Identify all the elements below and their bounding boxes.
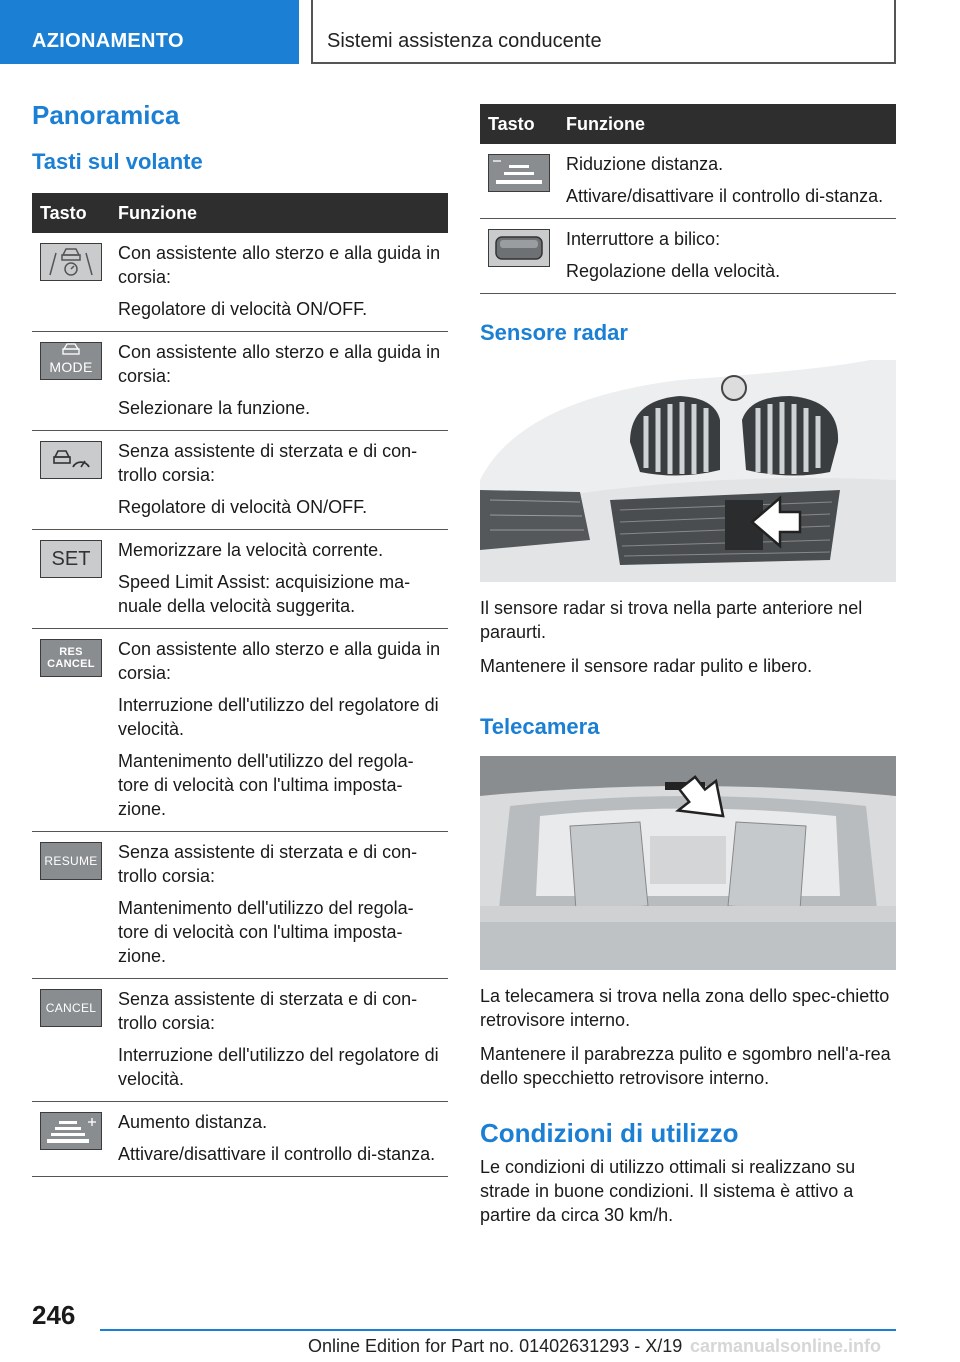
table-row — [32, 832, 448, 979]
key-label: SET — [51, 548, 91, 570]
row-text: Con assistente allo sterzo e alla guida in corsia: — [118, 639, 441, 683]
table-row — [480, 219, 896, 294]
camera-paragraph: La telecamera si trova nella zona dello spec-chietto retrovisore interno. — [480, 986, 890, 1030]
key-label: RES CANCEL — [47, 646, 95, 670]
section-label: Sistemi assistenza conducente — [327, 30, 602, 52]
table-row — [32, 1102, 448, 1177]
radar-paragraph: Il sensore radar si trova nella parte anteriore nel paraurti. — [480, 598, 863, 642]
set-button-icon — [40, 540, 102, 578]
row-text: Senza assistente di sterzata e di con-trollo corsia: — [118, 842, 418, 886]
row-text: Interruttore a bilico: — [566, 229, 721, 249]
row-text: Riduzione distanza. — [566, 154, 724, 174]
chapter-tab — [0, 0, 299, 64]
key-label: CANCEL — [45, 1001, 97, 1015]
steering-keys-table — [32, 193, 448, 1177]
camera-image — [480, 756, 896, 970]
table-row — [32, 979, 448, 1102]
row-text: Aumento distanza. — [118, 1112, 268, 1132]
row-text: Mantenimento dell'utilizzo del regola-tore di velocità con l'ultima imposta-zione. — [118, 751, 414, 819]
camera-paragraph: Mantenere il parabrezza pulito e sgombro nell'a-rea dello specchietto retrovisore interno. — [480, 1044, 891, 1088]
radar-sensor-image — [480, 360, 896, 582]
radar-title: Sensore radar — [480, 320, 628, 345]
row-text: Attivare/disattivare il controllo di-stanza. — [118, 1144, 436, 1164]
row-text: Speed Limit Assist: acquisizione ma-nuale della velocità suggerita. — [118, 572, 411, 616]
row-text: Regolatore di velocità ON/OFF. — [118, 299, 368, 319]
header-function: Funzione — [110, 193, 448, 233]
section-tab — [311, 0, 896, 64]
res-cancel-button-icon — [40, 639, 102, 677]
conditions-title: Condizioni di utilizzo — [480, 1118, 739, 1148]
row-text: Regolatore di velocità ON/OFF. — [118, 497, 368, 517]
page-number: 246 — [32, 1300, 76, 1330]
camera-title: Telecamera — [480, 714, 600, 739]
table-row — [32, 530, 448, 629]
section-subtitle: Tasti sul volante — [32, 149, 203, 174]
row-text: Interruzione dell'utilizzo del regolatore di velocità. — [118, 1045, 439, 1089]
right-column — [480, 104, 896, 1237]
cruise-control-icon — [40, 441, 102, 479]
header-function: Funzione — [558, 104, 896, 144]
radar-paragraph: Mantenere il sensore radar pulito e libero. — [480, 656, 813, 676]
page-title: Panoramica — [32, 100, 180, 130]
table-row — [32, 629, 448, 832]
row-text: Con assistente allo sterzo e alla guida in corsia: — [118, 342, 441, 386]
header-key: Tasto — [32, 193, 110, 233]
footer-divider — [100, 1329, 896, 1331]
lane-assist-speed-icon — [40, 243, 102, 281]
row-text: Mantenimento dell'utilizzo del regola-tore di velocità con l'ultima imposta-zione. — [118, 898, 414, 966]
row-text: Memorizzare la velocità corrente. — [118, 540, 384, 560]
distance-decrease-icon — [488, 154, 550, 192]
chapter-label: AZIONAMENTO — [32, 30, 184, 52]
conditions-paragraph: Le condizioni di utilizzo ottimali si realizzano su strade in buone condizioni. Il sistema è attivo a partire da circa 30 km/h. — [480, 1157, 856, 1225]
row-text: Senza assistente di sterzata e di con-trollo corsia: — [118, 989, 418, 1033]
footer-edition: Online Edition for Part no. 01402631293 - X/19 — [308, 1336, 683, 1356]
table-row — [32, 431, 448, 530]
watermark: carmanualsonline.info — [690, 1336, 882, 1356]
table-row — [32, 332, 448, 431]
table-header-row — [480, 104, 896, 144]
table-row — [480, 144, 896, 219]
rocker-switch-icon — [488, 229, 550, 267]
mode-button-icon — [40, 342, 102, 380]
key-label: RESUME — [44, 854, 98, 868]
row-text: Attivare/disattivare il controllo di-stanza. — [566, 186, 884, 206]
resume-button-icon — [40, 842, 102, 880]
row-text: Con assistente allo sterzo e alla guida in corsia: — [118, 243, 441, 287]
row-text: Regolazione della velocità. — [566, 261, 781, 281]
steering-keys-table-continued — [480, 104, 896, 294]
table-row — [32, 233, 448, 332]
distance-increase-icon — [40, 1112, 102, 1150]
header-key: Tasto — [480, 104, 558, 144]
key-label: MODE — [49, 359, 93, 375]
row-text: Senza assistente di sterzata e di con-trollo corsia: — [118, 441, 418, 485]
row-text: Selezionare la funzione. — [118, 398, 311, 418]
left-column — [32, 100, 448, 1177]
table-header-row — [32, 193, 448, 233]
cancel-button-icon — [40, 989, 102, 1027]
row-text: Interruzione dell'utilizzo del regolatore di velocità. — [118, 695, 439, 739]
